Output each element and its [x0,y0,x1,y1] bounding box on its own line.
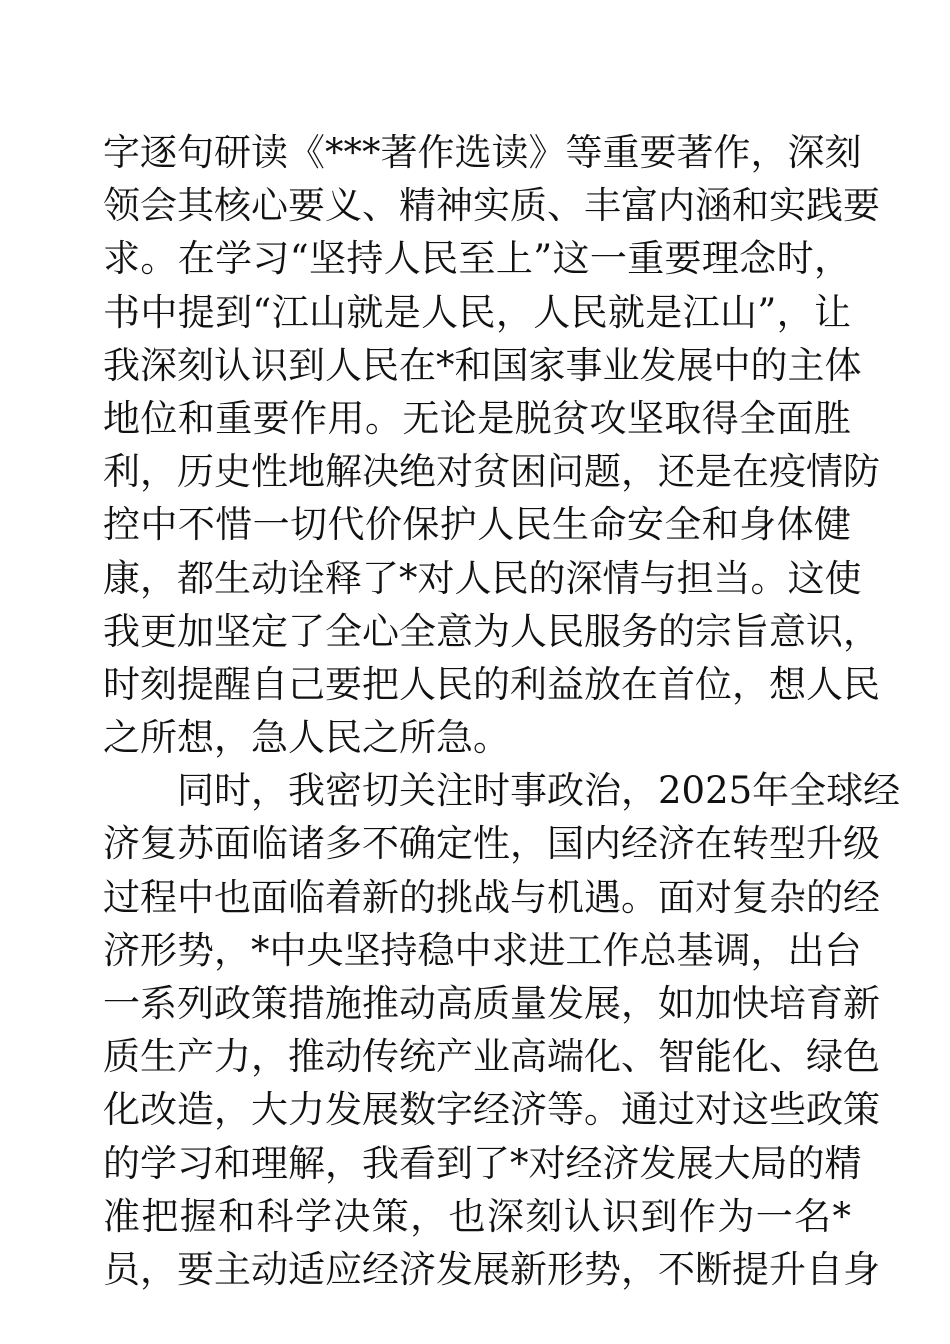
text-line: 利，历史性地解决绝对贫困问题，还是在疫情防 [103,450,880,494]
text-line: 之所想，急人民之所急。 [103,716,510,760]
text-line: 地位和重要作用。无论是脱贫攻坚取得全面胜 [103,396,851,440]
text-line: 准把握和科学决策，也深刻认识到作为一名* [103,1194,851,1238]
text-line: 我更加坚定了全心全意为人民服务的宗旨意识， [103,609,880,653]
text-line: 济复苏面临诸多不确定性，国内经济在转型升级 [103,822,880,866]
body-text [103,126,901,1296]
text-line: 字逐句研读《***著作选读》等重要著作，深刻 [103,131,862,174]
text-line: 济形势，*中央坚持稳中求进工作总基调，出台 [103,928,862,972]
text-line: 一系列政策措施推动高质量发展，如加快培育新 [103,982,880,1025]
text-line: 员，要主动适应经济发展新形势，不断提升自身 [103,1247,880,1291]
text-line: 我深刻认识到人民在*和国家事业发展中的主体 [103,343,862,387]
text-line: 质生产力，推动传统产业高端化、智能化、绿色 [103,1035,880,1079]
text-line: 书中提到“江山就是人民，人民就是江山”，让 [103,290,851,334]
text-line: 过程中也面临着新的挑战与机遇。面对复杂的经 [103,875,880,919]
text-line: 领会其核心要义、精神实质、丰富内涵和实践要 [103,184,880,228]
text-line: 时刻提醒自己要把人民的利益放在首位，想人民 [103,662,880,706]
text-line: 化改造，大力发展数字经济等。通过对这些政策 [103,1088,880,1132]
text-line: 控中不惜一切代价保护人民生命安全和身体健 [103,503,851,547]
text-line: 的学习和理解，我看到了*对经济发展大局的精 [103,1141,862,1185]
text-line: 求。在学习“坚持人民至上”这一重要理念时， [103,237,851,281]
text-line: 康，都生动诠释了*对人民的深情与担当。这使 [103,556,862,600]
text-line: 同时，我密切关注时事政治，2025年全球经 [177,769,901,813]
